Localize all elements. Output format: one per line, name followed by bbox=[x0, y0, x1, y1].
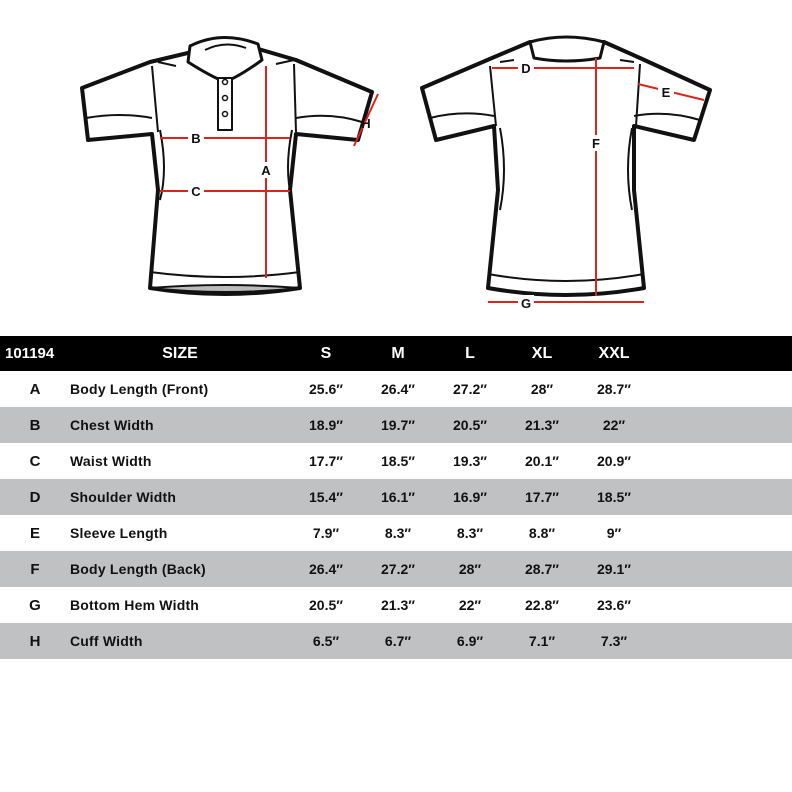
table-row bbox=[0, 407, 792, 443]
size-chart-table bbox=[0, 336, 792, 659]
cell-value: 17.7″ bbox=[309, 453, 343, 469]
row-letter: E bbox=[29, 524, 40, 542]
row-letter: C bbox=[29, 452, 41, 470]
cell-value: 18.5″ bbox=[578, 479, 650, 515]
style-code: 101194 bbox=[0, 336, 70, 371]
cell-value: 22″ bbox=[458, 597, 482, 613]
table-row bbox=[0, 551, 792, 587]
cell-value: 27.2″ bbox=[453, 381, 487, 397]
cell-value: 6.5″ bbox=[290, 623, 362, 659]
row-spacer bbox=[650, 479, 792, 515]
cell-value: 20.1″ bbox=[525, 453, 559, 469]
cell-value: 28.7″ bbox=[597, 381, 631, 397]
row-label: Chest Width bbox=[70, 407, 290, 443]
cell-value: 8.8″ bbox=[528, 525, 556, 541]
table-row bbox=[0, 587, 792, 623]
back-shirt-illustration bbox=[422, 37, 710, 295]
cell-value: 15.4″ bbox=[290, 479, 362, 515]
dim-label-f: F bbox=[592, 136, 600, 151]
row-spacer bbox=[650, 407, 792, 443]
measurement-diagram bbox=[0, 0, 792, 336]
row-label: Bottom Hem Width bbox=[70, 597, 200, 613]
cell-value: 21.3″ bbox=[381, 597, 415, 613]
cell-value: 28″ bbox=[434, 551, 506, 587]
shirt-diagram-svg bbox=[0, 0, 792, 336]
row-letter: G bbox=[29, 596, 41, 614]
cell-value: 19.3″ bbox=[453, 453, 487, 469]
dim-label-e: E bbox=[661, 85, 671, 100]
row-spacer bbox=[650, 551, 792, 587]
cell-value: 7.3″ bbox=[578, 623, 650, 659]
row-letter: F bbox=[0, 551, 70, 587]
table-row bbox=[0, 479, 792, 515]
row-label: Shoulder Width bbox=[70, 479, 290, 515]
cell-value: 18.5″ bbox=[381, 453, 415, 469]
front-shirt-illustration bbox=[82, 37, 372, 294]
cell-value: 6.9″ bbox=[434, 623, 506, 659]
size-col-m: M bbox=[362, 336, 434, 371]
table-header-row bbox=[0, 336, 792, 371]
dim-label-c: C bbox=[191, 184, 201, 199]
row-letter: B bbox=[0, 407, 70, 443]
cell-value: 22.8″ bbox=[525, 597, 559, 613]
row-label: Body Length (Front) bbox=[70, 381, 209, 397]
row-label: Sleeve Length bbox=[70, 525, 168, 541]
cell-value: 17.7″ bbox=[506, 479, 578, 515]
cell-value: 8.3″ bbox=[456, 525, 484, 541]
row-label: Cuff Width bbox=[70, 623, 290, 659]
row-letter: A bbox=[29, 380, 41, 398]
cell-value: 16.9″ bbox=[434, 479, 506, 515]
row-spacer bbox=[650, 443, 792, 479]
row-label: Waist Width bbox=[70, 453, 152, 469]
row-letter: H bbox=[0, 623, 70, 659]
cell-value: 28″ bbox=[530, 381, 554, 397]
size-col-xl: XL bbox=[506, 336, 578, 371]
row-letter: D bbox=[0, 479, 70, 515]
size-col-xxl: XXL bbox=[578, 336, 650, 371]
cell-value: 25.6″ bbox=[309, 381, 343, 397]
cell-value: 8.3″ bbox=[384, 525, 412, 541]
cell-value: 20.9″ bbox=[597, 453, 631, 469]
cell-value: 16.1″ bbox=[362, 479, 434, 515]
header-spacer bbox=[650, 336, 792, 371]
cell-value: 28.7″ bbox=[506, 551, 578, 587]
table-row bbox=[0, 371, 792, 407]
dim-label-a: A bbox=[261, 163, 271, 178]
dim-label-b: B bbox=[191, 131, 201, 146]
cell-value: 20.5″ bbox=[434, 407, 506, 443]
cell-value: 23.6″ bbox=[597, 597, 631, 613]
dim-label-g: G bbox=[520, 296, 532, 311]
cell-value: 22″ bbox=[578, 407, 650, 443]
cell-value: 21.3″ bbox=[506, 407, 578, 443]
cell-value: 6.7″ bbox=[362, 623, 434, 659]
size-col-l: L bbox=[434, 336, 506, 371]
cell-value: 19.7″ bbox=[362, 407, 434, 443]
cell-value: 9″ bbox=[606, 525, 622, 541]
row-label: Body Length (Back) bbox=[70, 551, 290, 587]
row-spacer bbox=[650, 587, 792, 623]
cell-value: 7.1″ bbox=[506, 623, 578, 659]
size-col-s: S bbox=[290, 336, 362, 371]
row-spacer bbox=[650, 371, 792, 407]
cell-value: 26.4″ bbox=[381, 381, 415, 397]
cell-value: 29.1″ bbox=[578, 551, 650, 587]
table-row bbox=[0, 443, 792, 479]
cell-value: 27.2″ bbox=[362, 551, 434, 587]
dim-label-h: H bbox=[361, 116, 371, 131]
row-spacer bbox=[650, 515, 792, 551]
table-row bbox=[0, 515, 792, 551]
row-spacer bbox=[650, 623, 792, 659]
size-header: SIZE bbox=[70, 336, 290, 371]
cell-value: 26.4″ bbox=[290, 551, 362, 587]
dim-label-d: D bbox=[521, 61, 531, 76]
table-row bbox=[0, 623, 792, 659]
cell-value: 18.9″ bbox=[290, 407, 362, 443]
cell-value: 7.9″ bbox=[312, 525, 340, 541]
cell-value: 20.5″ bbox=[309, 597, 343, 613]
